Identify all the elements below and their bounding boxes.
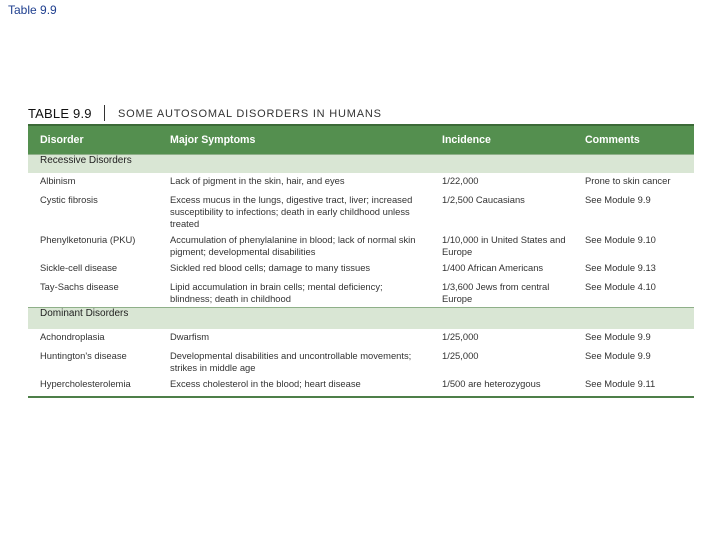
cell-incidence: 1/400 African Americans <box>442 262 544 273</box>
column-header-symptoms: Major Symptoms <box>158 125 430 155</box>
section-row-recessive <box>28 155 694 174</box>
slide-title: Table 9.9 <box>8 3 57 17</box>
cell-comments: See Module 9.9 <box>585 350 651 361</box>
cell-comments: See Module 9.13 <box>585 262 656 273</box>
cell-incidence: 1/25,000 <box>442 350 479 361</box>
section-row-dominant <box>28 308 694 330</box>
table-row <box>28 329 694 348</box>
table-number: TABLE 9.9 <box>28 106 92 121</box>
section-label: Dominant Disorders <box>28 308 694 330</box>
cell-disorder: Hypercholesterolemia <box>28 376 158 397</box>
table-container <box>28 104 694 398</box>
cell-symptoms: Sickled red blood cells; damage to many tissues <box>170 262 371 273</box>
cell-incidence: 1/2,500 Caucasians <box>442 194 525 205</box>
cell-comments: See Module 9.9 <box>585 194 651 205</box>
cell-disorder: Achondroplasia <box>40 331 105 342</box>
cell-comments: Prone to skin cancer <box>585 175 671 186</box>
cell-comments: See Module 9.9 <box>585 331 651 342</box>
table-row <box>28 192 694 232</box>
cell-symptoms: Dwarfism <box>170 331 210 342</box>
cell-comments: See Module 9.10 <box>585 234 656 245</box>
table-title: SOME AUTOSOMAL DISORDERS IN HUMANS <box>118 108 382 120</box>
table-row <box>28 279 694 308</box>
cell-disorder: Albinism <box>40 175 76 186</box>
section-label: Recessive Disorders <box>28 155 694 174</box>
table-row <box>28 232 694 260</box>
cell-symptoms: Lack of pigment in the skin, hair, and eyes <box>170 175 345 186</box>
cell-symptoms: Excess cholesterol in the blood; heart disease <box>158 376 430 397</box>
cell-incidence: 1/10,000 in United States and Europe <box>442 234 566 257</box>
cell-incidence: 1/500 are heterozygous <box>430 376 573 397</box>
cell-symptoms: Lipid accumulation in brain cells; mental deficiency; blindness; death in childhood <box>170 281 383 304</box>
table-caption <box>28 104 694 124</box>
cell-disorder: Tay-Sachs disease <box>40 281 119 292</box>
column-header-comments: Comments <box>573 125 694 155</box>
cell-symptoms: Developmental disabilities and uncontrollable movements; strikes in middle age <box>170 350 412 373</box>
cell-symptoms: Excess mucus in the lungs, digestive tract, liver; increased susceptibility to infections; death in early childhood unless treated <box>170 194 413 229</box>
column-header-incidence: Incidence <box>430 125 573 155</box>
header-row <box>28 125 694 155</box>
cell-incidence: 1/3,600 Jews from central Europe <box>442 281 550 304</box>
cell-disorder: Phenylketonuria (PKU) <box>40 234 136 245</box>
table-row <box>28 260 694 279</box>
caption-divider <box>104 105 105 121</box>
table-row <box>28 348 694 376</box>
cell-comments: See Module 4.10 <box>585 281 656 292</box>
table-row <box>28 173 694 192</box>
cell-incidence: 1/22,000 <box>442 175 479 186</box>
table-row <box>28 376 694 397</box>
cell-disorder: Huntington's disease <box>40 350 127 361</box>
cell-incidence: 1/25,000 <box>442 331 479 342</box>
column-header-disorder: Disorder <box>28 125 158 155</box>
disorders-table <box>28 124 694 398</box>
cell-symptoms: Accumulation of phenylalanine in blood; lack of normal skin pigment; developmental disabilities <box>170 234 416 257</box>
cell-comments: See Module 9.11 <box>573 376 694 397</box>
cell-disorder: Sickle-cell disease <box>40 262 118 273</box>
cell-disorder: Cystic fibrosis <box>40 194 98 205</box>
